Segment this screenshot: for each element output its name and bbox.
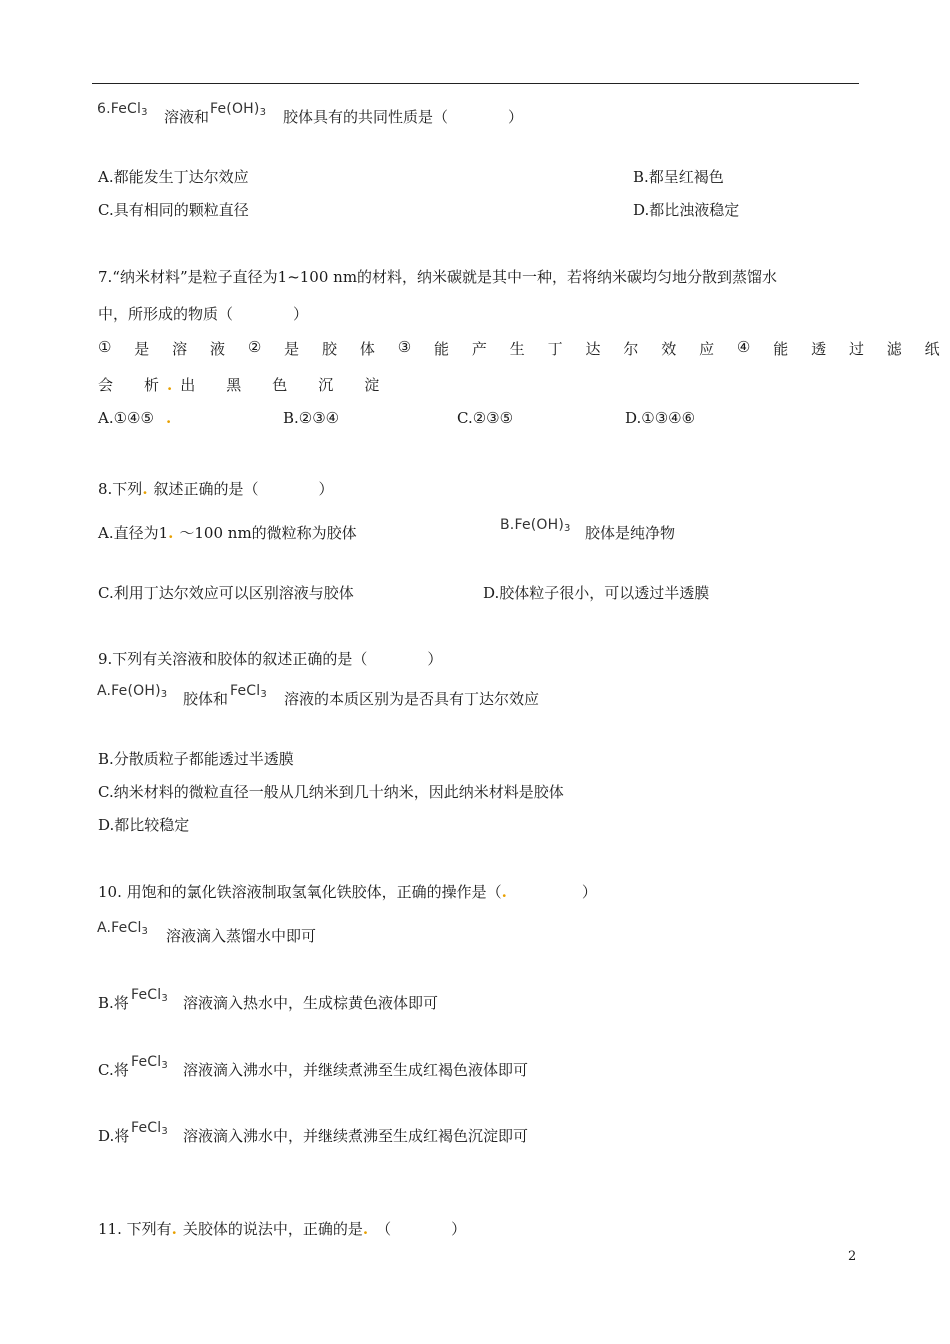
q10-option-a-formula: A.FeCl$_3$ [97, 920, 149, 937]
q10-option-d-prefix: D.将 [98, 1127, 130, 1145]
q10-option-c-text: 溶液滴入沸水中，并继续煮沸至生成红褐色液体即可 [183, 1061, 529, 1079]
q7-option-a [98, 408, 171, 428]
q7-item-glyph: 透 [811, 340, 827, 358]
q6-option-d: D.都比浊液稳定 [633, 201, 740, 219]
q7-item-glyph: ③ [397, 338, 412, 356]
q7-stem-line1: 7.“纳米材料”是粒子直径为1~100 nm的材料，纳米碳就是其中一种，若将纳米碳均匀地分散到蒸馏水 [98, 268, 778, 286]
q9-option-d: D.都比较稳定 [98, 816, 190, 834]
q8-option-a [98, 523, 357, 543]
q9-option-a-text2: 溶液的本质区别为是否具有丁达尔效应 [284, 690, 540, 708]
q8-option-a-part: A.直径为1 [98, 524, 169, 542]
q7-item-glyph: 能 [434, 340, 450, 358]
q9-option-a-formula2: FeCl$_3$ [230, 683, 267, 700]
q6-option-a: A.都能发生丁达尔效应 [98, 168, 249, 186]
q7-items-line1 [98, 338, 940, 359]
q6-text2: 胶体具有的共同性质是（ ） [283, 108, 524, 126]
q8-stem [98, 479, 334, 499]
q8-stem-part: 叙述正确的是（ ） [153, 480, 334, 498]
q7-item-glyph: 是 [134, 340, 150, 358]
q6-formula-fecl3: 6.FeCl$_3$ [97, 101, 148, 118]
q7-item-glyph: 液 [210, 340, 226, 358]
highlight-dot: . [171, 1220, 177, 1238]
q7-item-glyph: 达 [585, 340, 601, 358]
q10-option-b-prefix: B.将 [98, 994, 129, 1012]
q7-stem-line2: 中，所形成的物质（ ） [98, 305, 309, 323]
q10-option-d-text: 溶液滴入沸水中，并继续煮沸至生成红褐色沉淀即可 [183, 1127, 529, 1145]
q7-item-glyph: ① [98, 338, 112, 356]
q8-option-b-formula: $B.Fe(OH)_3$ [500, 517, 571, 534]
q8-option-a-part: ～100 nm的微粒称为胶体 [179, 524, 357, 542]
q10-stem-part: 10. 用饱和的氯化铁溶液制取氢氧化铁胶体，正确的操作是（ [98, 883, 502, 901]
q10-option-b-text: 溶液滴入热水中，生成棕黄色液体即可 [183, 994, 439, 1012]
highlight-dot: . [142, 480, 148, 498]
q7-option-d: D.①③④⑥ [625, 409, 696, 427]
highlight-dot: . [167, 376, 181, 394]
q7-items-line2-part: 出 黑 色 沉 淀 [180, 376, 388, 394]
q7-item-glyph: 生 [509, 340, 525, 358]
q7-items-line2-part: 会 析 [98, 376, 168, 394]
q10-option-c-prefix: C.将 [98, 1061, 129, 1079]
q8-option-b-text: 胶体是纯净物 [585, 524, 676, 542]
q10-stem [98, 882, 597, 902]
q9-option-c: C.纳米材料的微粒直径一般从几纳米到几十纳米，因此纳米材料是胶体 [98, 783, 564, 801]
q7-item-glyph: 溶 [172, 340, 188, 358]
q9-stem: 9.下列有关溶液和胶体的叙述正确的是（ ） [98, 650, 443, 668]
q8-option-c: C.利用丁达尔效应可以区别溶液与胶体 [98, 584, 354, 602]
q7-option-c: C.②③⑤ [457, 409, 514, 427]
q11-stem [98, 1219, 466, 1239]
header-rule [92, 83, 859, 84]
q7-item-glyph: 纸 [924, 340, 940, 358]
q7-option-a-label: A.①④⑤ [98, 409, 154, 427]
q7-item-glyph: 滤 [886, 340, 902, 358]
q7-item-glyph: 应 [699, 340, 715, 358]
q10-option-a-text: 溶液滴入蒸馏水中即可 [166, 927, 317, 945]
q9-option-a-text1: 胶体和 [183, 690, 229, 708]
q10-stem-part: ） [506, 883, 597, 901]
highlight-dot: . [165, 409, 172, 427]
q7-item-glyph: 丁 [547, 340, 563, 358]
q11-stem-part: 关胶体的说法中，正确的是 [182, 1220, 363, 1238]
q7-item-glyph: 效 [661, 340, 677, 358]
q7-item-glyph: 体 [359, 340, 375, 358]
q11-stem-part: 11. 下列有 [98, 1220, 172, 1238]
q8-stem-part: 8.下列 [98, 480, 143, 498]
q7-item-glyph: 过 [848, 340, 864, 358]
q10-option-c-formula: FeCl$_3$ [131, 1054, 168, 1071]
highlight-dot: . [501, 883, 507, 901]
q6-option-b: B.都呈红褐色 [633, 168, 724, 186]
q7-item-glyph: 产 [471, 340, 487, 358]
q7-item-glyph: 胶 [322, 340, 338, 358]
q7-option-b: B.②③④ [283, 409, 340, 427]
q10-option-b-formula: FeCl$_3$ [131, 987, 168, 1004]
q7-item-glyph: ② [247, 338, 262, 356]
q8-option-d: D.胶体粒子很小，可以透过半透膜 [483, 584, 710, 602]
q7-item-glyph: 是 [284, 340, 300, 358]
page-number: 2 [848, 1249, 857, 1264]
q7-items-line2 [98, 375, 387, 395]
q7-item-glyph: 尔 [623, 340, 639, 358]
q9-option-b: B.分散质粒子都能透过半透膜 [98, 750, 294, 768]
q6-option-c: C.具有相同的颗粒直径 [98, 201, 249, 219]
highlight-dot: . [362, 1220, 369, 1238]
q9-option-a-formula1: $A.Fe(OH)_3$ [97, 683, 168, 700]
q7-item-glyph: ④ [736, 338, 751, 356]
q7-item-glyph: 能 [773, 340, 789, 358]
q6-text1: 溶液和 [164, 108, 210, 126]
q11-stem-part: （ ） [376, 1220, 467, 1238]
highlight-dot: . [168, 524, 174, 542]
q10-option-d-formula: FeCl$_3$ [131, 1120, 168, 1137]
q6-formula-feoh3: $Fe(OH)_3$ [210, 101, 267, 118]
